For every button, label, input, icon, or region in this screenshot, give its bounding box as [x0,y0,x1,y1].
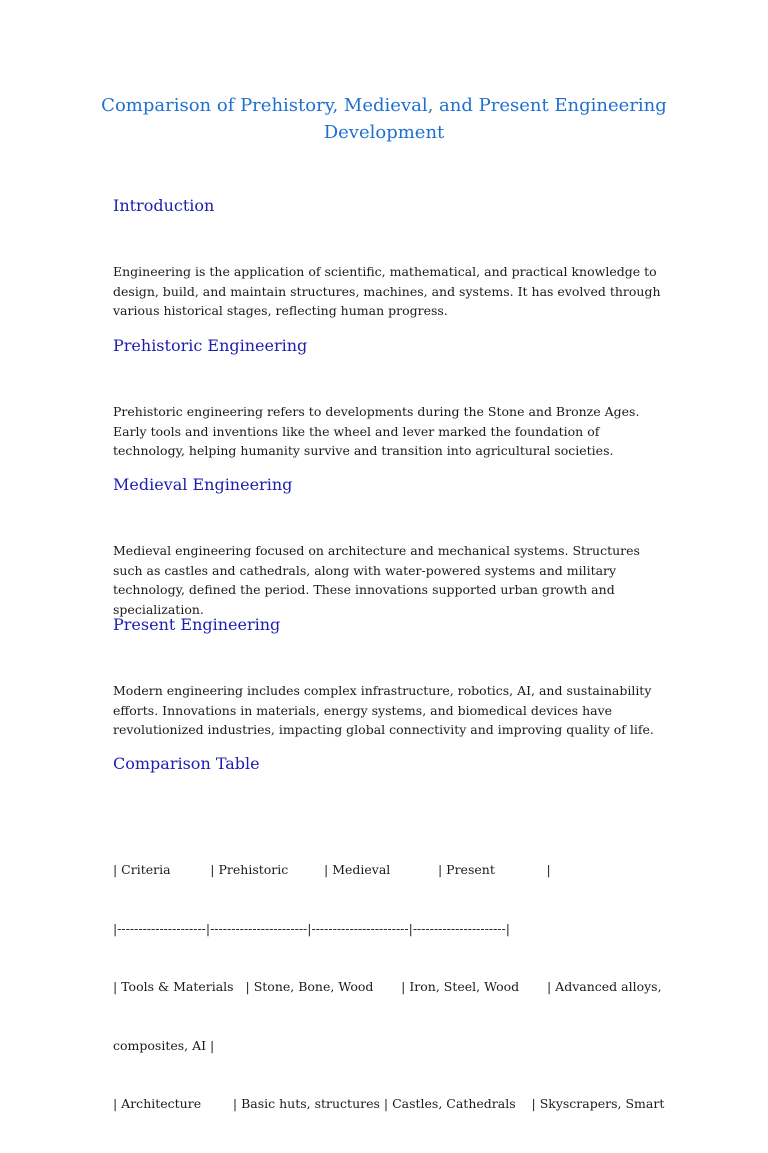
heading-medieval: Medieval Engineering [113,475,293,494]
table-line-tools-continued: composites, AI | [113,1037,215,1053]
heading-prehistoric: Prehistoric Engineering [113,336,308,355]
table-line-architecture: | Architecture | Basic huts, structures | Castles, Cathedrals | Skyscrapers, Smart [113,1096,665,1111]
table-line-header: | Criteria | Prehistoric | Medieval | Present | [113,862,551,877]
table-line-tools: | Tools & Materials | Stone, Bone, Wood | Iron, Steel, Wood | Advanced alloys, [113,979,662,994]
heading-introduction: Introduction [113,196,215,215]
comparison-table-text [113,821,663,1153]
table-line-separator: |---------------------|-----------------------|-----------------------|----------------------| [113,920,510,936]
heading-comparison-table: Comparison Table [113,754,260,773]
paragraph-introduction: Engineering is the application of scientific, mathematical, and practical knowledge to design, build, and maintain structures, machines, and systems. It has evolved through various historical stages, reflecting human progress. [113,264,661,318]
paragraph-present: Modern engineering includes complex infrastructure, robotics, AI, and sustainability efforts. Innovations in materials, energy systems, and biomedical devices have revolutionized industries, impacting global connectivity and improving quality of life. [113,683,654,737]
paragraph-medieval: Medieval engineering focused on architecture and mechanical systems. Structures such as castles and cathedrals, along with water-powered systems and military technology, defined the period. These innovations supported urban growth and specialization. [113,543,640,617]
document-title: Comparison of Prehistory, Medieval, and Present Engineering Development [101,95,667,143]
heading-present: Present Engineering [113,615,281,634]
paragraph-prehistoric: Prehistoric engineering refers to developments during the Stone and Bronze Ages. Early tools and inventions like the wheel and lever marked the foundation of technology, helping humanity survive and transition into agricultural societies. [113,404,640,458]
